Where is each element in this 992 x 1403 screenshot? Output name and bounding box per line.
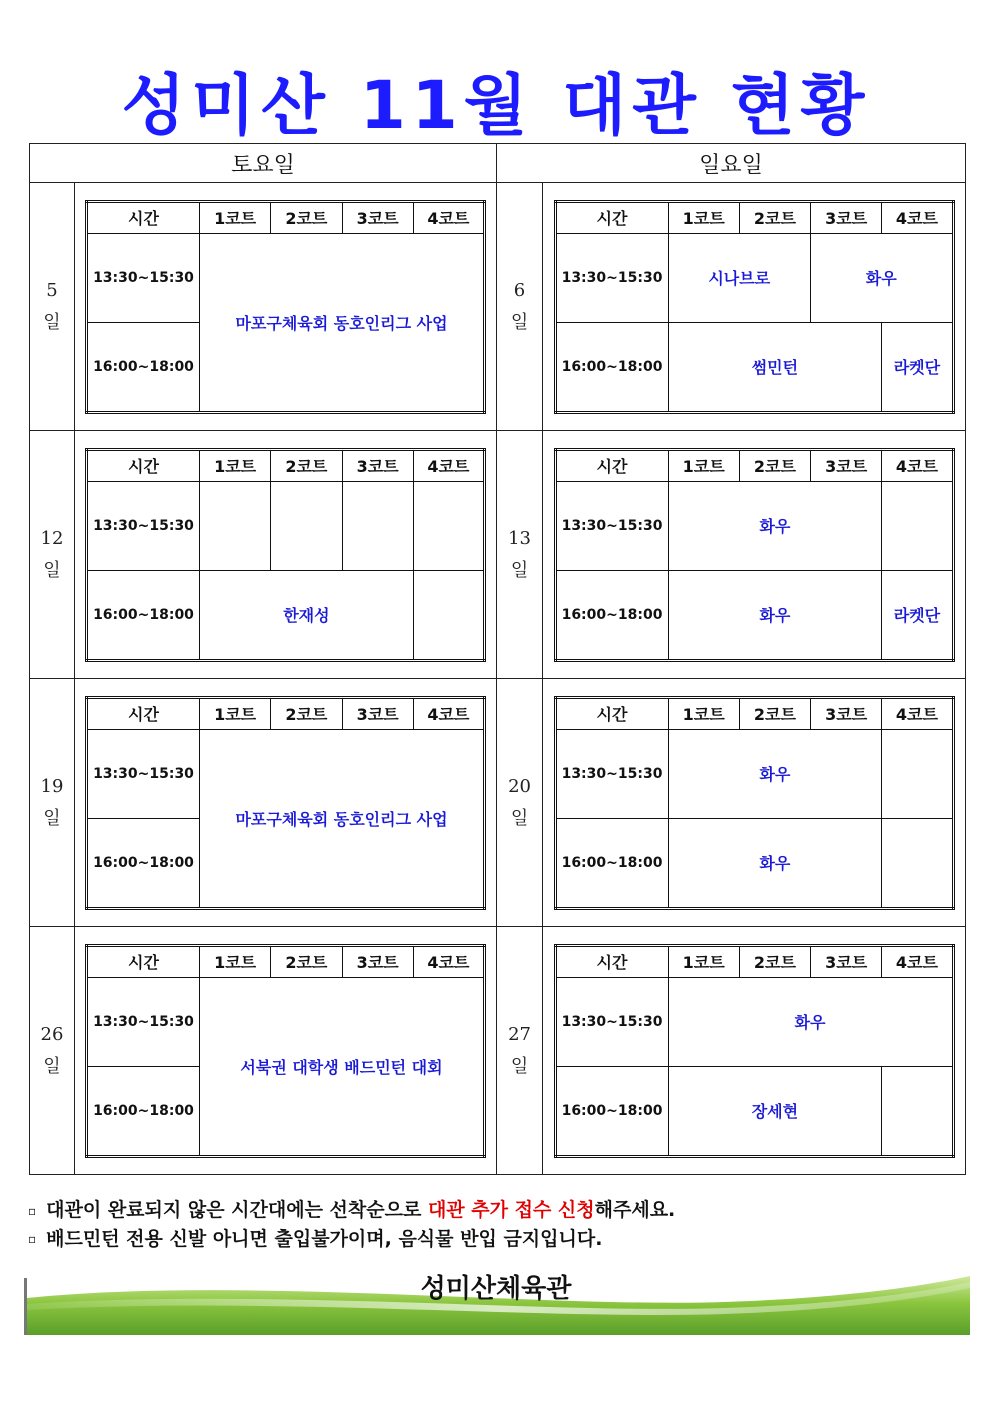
col-time: 시간 (87, 697, 200, 729)
week-row (30, 679, 966, 927)
day-label: 20 일 (497, 679, 543, 927)
booking: 화우 (668, 729, 882, 818)
time-slot: 13:30~15:30 (87, 481, 200, 570)
col-court-3: 3코트 (342, 201, 413, 233)
booking: 장세현 (668, 1066, 882, 1156)
time-slot: 13:30~15:30 (555, 729, 668, 818)
day-label: 26 일 (30, 927, 75, 1175)
empty-slot (882, 729, 953, 818)
col-court-3: 3코트 (342, 697, 413, 729)
court-schedule (554, 696, 955, 910)
booking: 화우 (668, 818, 882, 908)
time-slot: 13:30~15:30 (555, 233, 668, 322)
court-schedule (85, 944, 486, 1158)
day-label: 5 일 (30, 183, 75, 431)
notice (28, 1196, 675, 1253)
col-court-3: 3코트 (342, 449, 413, 481)
col-court-1: 1코트 (668, 449, 739, 481)
court-schedule (554, 448, 955, 662)
col-court-2: 2코트 (271, 945, 342, 977)
court-schedule (85, 696, 486, 910)
day-label: 12 일 (30, 431, 75, 679)
col-court-1: 1코트 (200, 697, 271, 729)
time-slot: 13:30~15:30 (87, 729, 200, 818)
schedule-table (29, 143, 966, 1175)
saturday-header: 토요일 (30, 144, 497, 183)
booking: 라켓단 (882, 322, 953, 412)
empty-slot (882, 818, 953, 908)
col-court-1: 1코트 (200, 945, 271, 977)
booking: 서북권 대학생 배드민턴 대회 (200, 977, 485, 1156)
col-time: 시간 (87, 945, 200, 977)
col-court-3: 3코트 (342, 945, 413, 977)
day-label: 27 일 (497, 927, 543, 1175)
col-court-2: 2코트 (739, 201, 810, 233)
week-row (30, 431, 966, 679)
sunday-header: 일요일 (497, 144, 966, 183)
col-court-1: 1코트 (200, 449, 271, 481)
week-row (30, 927, 966, 1175)
notice-line: ▫ 대관이 완료되지 않은 시간대에는 선착순으로 대관 추가 접수 신청해주세요. (28, 1196, 675, 1225)
booking: 화우 (668, 481, 882, 570)
week-row (30, 183, 966, 431)
col-court-3: 3코트 (811, 945, 882, 977)
court-schedule (85, 448, 486, 662)
booking: 마포구체육회 동호인리그 사업 (200, 233, 485, 412)
col-time: 시간 (555, 201, 668, 233)
col-court-4: 4코트 (413, 697, 484, 729)
time-slot: 16:00~18:00 (87, 570, 200, 660)
col-court-4: 4코트 (882, 697, 953, 729)
time-slot: 13:30~15:30 (87, 233, 200, 322)
time-slot: 16:00~18:00 (87, 322, 200, 412)
time-slot: 13:30~15:30 (555, 977, 668, 1066)
col-court-2: 2코트 (739, 697, 810, 729)
day-label: 13 일 (497, 431, 543, 679)
booking: 화우 (668, 977, 953, 1066)
booking: 화우 (811, 233, 954, 322)
empty-slot (882, 481, 953, 570)
col-time: 시간 (555, 697, 668, 729)
time-slot: 16:00~18:00 (87, 818, 200, 908)
highlight-text: 대관 추가 접수 신청 (427, 1199, 595, 1221)
notice-line: ▫ 배드민턴 전용 신발 아니면 출입불가이며, 음식물 반입 금지입니다. (28, 1225, 675, 1254)
time-slot: 13:30~15:30 (555, 481, 668, 570)
time-slot: 16:00~18:00 (555, 1066, 668, 1156)
time-slot: 13:30~15:30 (87, 977, 200, 1066)
booking: 썸민턴 (668, 322, 882, 412)
col-court-2: 2코트 (739, 945, 810, 977)
time-slot: 16:00~18:00 (87, 1066, 200, 1156)
col-time: 시간 (555, 945, 668, 977)
booking: 화우 (668, 570, 882, 660)
col-court-1: 1코트 (668, 945, 739, 977)
col-court-4: 4코트 (413, 945, 484, 977)
col-court-2: 2코트 (739, 449, 810, 481)
col-time: 시간 (87, 449, 200, 481)
col-court-4: 4코트 (882, 201, 953, 233)
empty-slot (413, 481, 484, 570)
footer-title: 성미산체육관 (420, 1274, 572, 1304)
court-schedule (554, 944, 955, 1158)
col-court-2: 2코트 (271, 449, 342, 481)
empty-slot (413, 570, 484, 660)
col-court-4: 4코트 (413, 449, 484, 481)
empty-slot (882, 1066, 953, 1156)
day-label: 19 일 (30, 679, 75, 927)
empty-slot (200, 481, 271, 570)
col-court-2: 2코트 (271, 201, 342, 233)
booking: 시나브로 (668, 233, 811, 322)
day-label: 6 일 (497, 183, 543, 431)
col-court-1: 1코트 (668, 697, 739, 729)
court-schedule (85, 200, 486, 414)
col-court-1: 1코트 (668, 201, 739, 233)
col-time: 시간 (555, 449, 668, 481)
col-court-2: 2코트 (271, 697, 342, 729)
col-court-3: 3코트 (811, 201, 882, 233)
court-schedule (554, 200, 955, 414)
page-title: 성미산 11월 대관 현황 (121, 67, 871, 144)
col-court-1: 1코트 (200, 201, 271, 233)
col-court-4: 4코트 (413, 201, 484, 233)
square-bullet-icon: ▫ (28, 1203, 37, 1218)
time-slot: 16:00~18:00 (555, 570, 668, 660)
time-slot: 16:00~18:00 (555, 818, 668, 908)
col-court-4: 4코트 (882, 945, 953, 977)
empty-slot (271, 481, 342, 570)
square-bullet-icon: ▫ (28, 1232, 37, 1246)
col-court-3: 3코트 (811, 697, 882, 729)
empty-slot (342, 481, 413, 570)
booking: 한재성 (200, 570, 414, 660)
time-slot: 16:00~18:00 (555, 322, 668, 412)
col-time: 시간 (87, 201, 200, 233)
booking: 라켓단 (882, 570, 953, 660)
col-court-4: 4코트 (882, 449, 953, 481)
col-court-3: 3코트 (811, 449, 882, 481)
booking: 마포구체육회 동호인리그 사업 (200, 729, 485, 908)
header-row (30, 144, 966, 183)
